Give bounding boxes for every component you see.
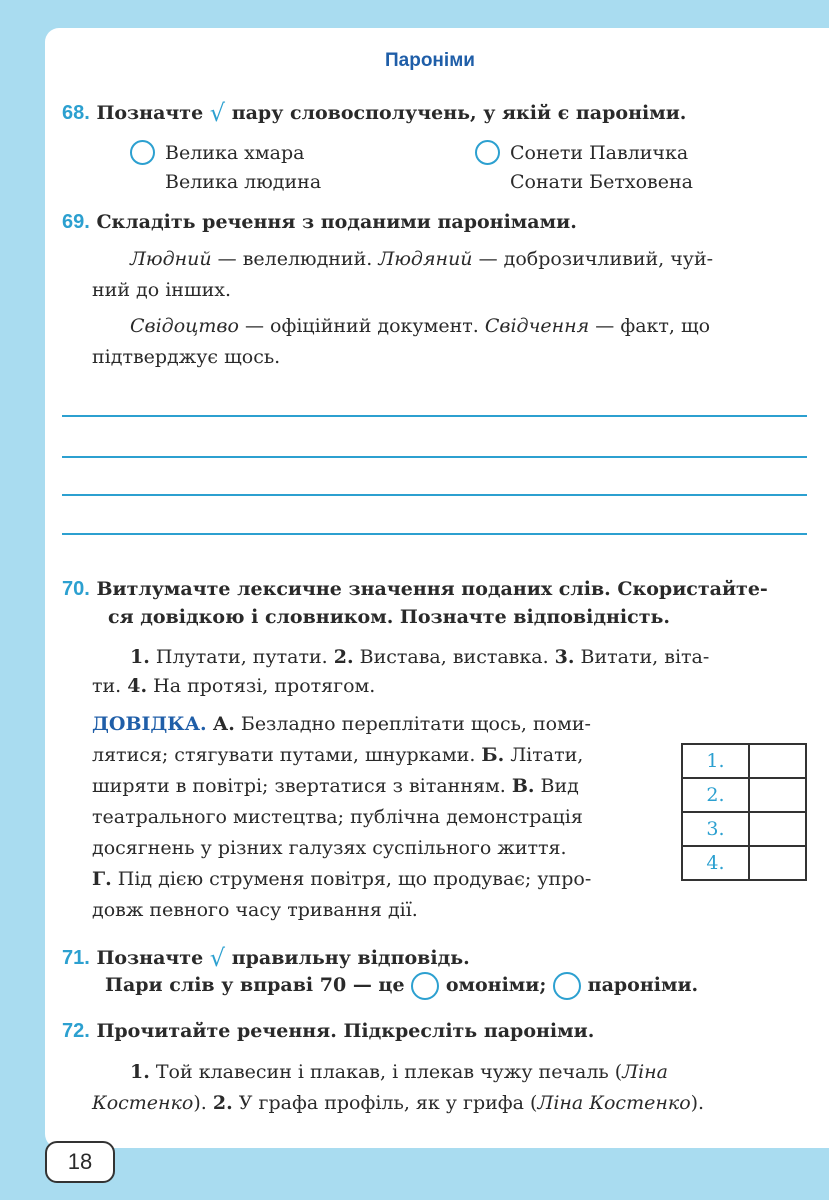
definition: — факт, що [589,315,711,337]
reference-line: довж певного часу тривання дії. [92,899,418,921]
exercise-70-task [62,574,768,604]
letter: А. [212,713,235,735]
grid-number: 3. [682,812,749,846]
reference-line [92,771,591,802]
item-number: 2. [333,646,354,668]
item-text: Вистава, виставка. [353,646,555,668]
task-text: пару словосполучень, у якій є пароніми. [231,102,687,124]
definition-line [130,244,713,275]
option-1[interactable] [130,140,155,165]
checkmark-icon: √ [209,944,226,972]
answer-cell[interactable] [749,778,806,812]
sentence-line [130,1057,668,1088]
item-number: 1. [130,646,150,668]
reference-text: лятися; стягувати путами, шнурками. [92,744,482,766]
answer-cell[interactable] [749,744,806,778]
reference-line: досягнень у різних галузях суспільного життя. [92,837,567,859]
answer-write-line[interactable] [62,415,807,417]
option-line: Велика хмара [165,142,305,164]
answer-write-line[interactable] [62,494,807,496]
grid-number: 2. [682,778,749,812]
item-text: ти. [92,675,128,697]
answer-write-line[interactable] [62,533,807,535]
answer-circle[interactable] [411,972,439,1000]
answer-write-line[interactable] [62,456,807,458]
reference-line [92,740,591,771]
sentence-text: Той клавесин і плакав, і плекав чужу печаль ( [149,1061,623,1083]
task-text: Позначте [96,102,204,124]
paronym-word: Свідоцтво [130,315,239,337]
answer-cell[interactable] [749,812,806,846]
letter: Б. [481,744,505,766]
grid-row [682,778,806,812]
exercise-number: 69. [62,211,90,233]
section-title: Пароніми [385,50,475,71]
option-line: Сонети Павличка [510,142,689,164]
page-number: 18 [45,1141,115,1183]
sentence-text: ). [193,1092,213,1114]
word-list-line [92,671,375,702]
paronym-word: Свідчення [484,315,590,337]
item-text: Плутати, путати. [149,646,334,668]
exercise-number: 72. [62,1020,90,1042]
option-label: пароніми. [587,974,699,996]
task-text: Витлумачте лексичне значення поданих слів. Скористайте- [96,578,768,600]
option-line: Велика людина [165,171,322,193]
option-line: Сонати Бетховена [510,171,693,193]
reference-text: Вид [534,775,579,797]
exercise-69-task [62,207,577,237]
task-text: Позначте [96,947,204,969]
option-label: омоніми; [445,974,547,996]
reference-text: Безладно переплітати щось, поми- [234,713,591,735]
definition-line: ний до інших. [92,279,232,301]
reference-text: Під дією струменя повітря, що продуває; упро- [111,868,592,890]
grid-row [682,812,806,846]
exercise-71-task [62,941,470,973]
paronym-word: Людний [130,248,212,270]
grid-number: 4. [682,846,749,880]
paronym-word: Людяний [378,248,473,270]
option-1-text [165,138,321,198]
item-number: 1. [130,1061,150,1083]
checkmark-icon: √ [209,99,226,127]
answer-cell[interactable] [749,846,806,880]
option-2[interactable] [475,140,500,165]
item-text: На протязі, протягом. [147,675,376,697]
sentence-line [92,1088,704,1119]
exercise-68-task [62,96,686,128]
sentence-text: ). [690,1092,705,1114]
reference-line [92,864,591,895]
reference-block [92,709,591,926]
grid-row [682,744,806,778]
task-text: ся довідкою і словником. Позначте відповідність. [108,606,670,628]
author: Ліна [622,1061,668,1083]
option-2-text [510,138,693,198]
reference-line: театрального мистецтва; публічна демонстрація [92,806,583,828]
exercise-72-task [62,1016,594,1046]
word-list-line [130,642,709,673]
exercise-71-line2 [105,970,698,1000]
reference-text: Літати, [504,744,584,766]
grid-row [682,846,806,880]
item-number: 3. [554,646,575,668]
item-number: 2. [212,1092,233,1114]
reference-line [92,709,591,740]
author: Ліна Костенко [537,1092,691,1114]
definition: — доброзичливий, чуй- [472,248,714,270]
definition-line: підтверджує щось. [92,346,281,368]
letter: Г. [92,868,112,890]
matching-grid [681,743,807,881]
task-text: правильну відповідь. [231,947,470,969]
grid-number: 1. [682,744,749,778]
exercise-number: 70. [62,578,90,600]
answer-circle[interactable] [130,140,155,165]
exercise-number: 71. [62,947,90,969]
task-text: Прочитайте речення. Підкресліть пароніми. [96,1020,595,1042]
letter: В. [511,775,535,797]
definition: — велелюдний. [211,248,379,270]
author: Костенко [92,1092,194,1114]
task-text: Пари слів у вправі 70 — це [105,974,405,996]
definition-line [130,311,710,342]
sentence-text: У графа профіль, як у грифа ( [232,1092,538,1114]
exercise-number: 68. [62,102,90,124]
definition: — офіційний документ. [238,315,485,337]
reference-text: ширяти в повітрі; звертатися з вітанням. [92,775,512,797]
answer-circle[interactable] [475,140,500,165]
item-number: 4. [127,675,148,697]
reference-label: ДОВІДКА. [92,713,207,735]
task-text: Складіть речення з поданими паронімами. [96,211,577,233]
answer-circle[interactable] [553,972,581,1000]
item-text: Витати, віта- [574,646,710,668]
